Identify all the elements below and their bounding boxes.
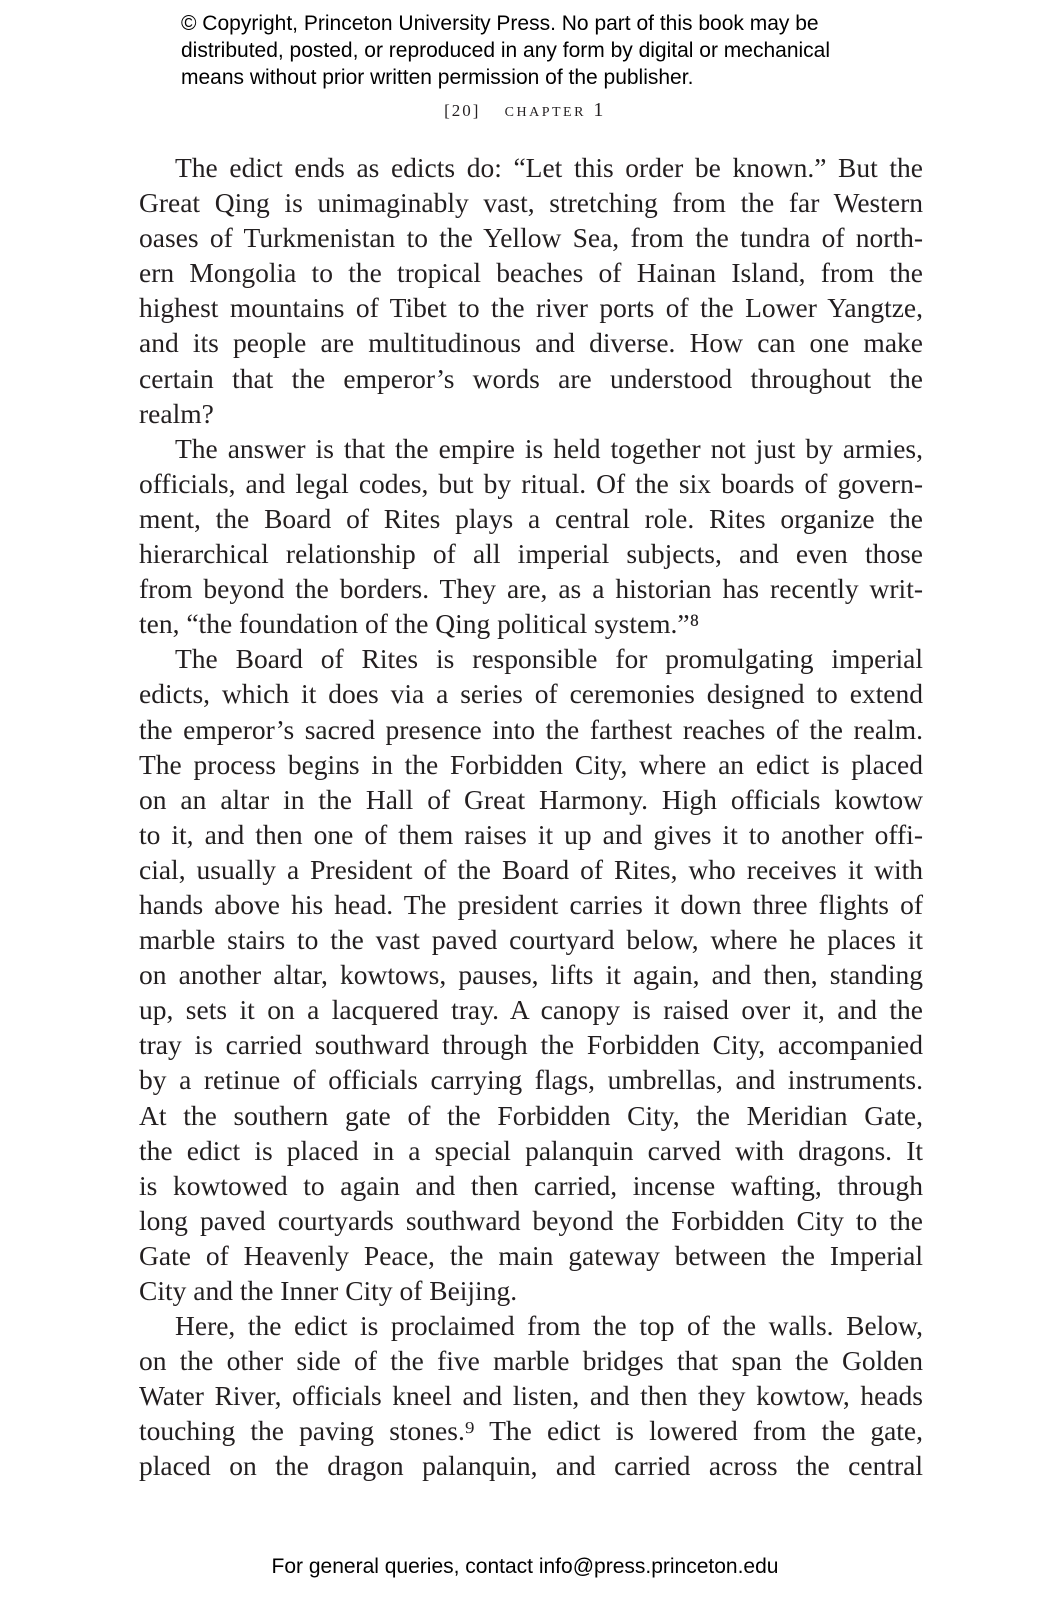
text-line: ment, the Board of Rites plays a central role. Rites organize the xyxy=(139,502,923,534)
text-line: Water River, officials kneel and listen, and then they kowtow, heads xyxy=(139,1380,923,1412)
text-line: certain that the emperor’s words are understood throughout the xyxy=(139,362,923,394)
page-number: [20] xyxy=(444,101,481,120)
text-line: Great Qing is unimaginably vast, stretching from the far Western xyxy=(139,187,923,219)
text-line: touching the paving stones.⁹ The edict is lowered from the gate, xyxy=(139,1415,923,1447)
text-line: up, sets it on a lacquered tray. A canopy is raised over it, and the xyxy=(139,994,923,1026)
text-line: is kowtowed to again and then carried, incense wafting, through xyxy=(139,1169,923,1201)
text-line: edicts, which it does via a series of ceremonies designed to extend xyxy=(139,678,923,710)
text-line: officials, and legal codes, but by ritual. Of the six boards of govern- xyxy=(139,467,923,499)
running-head xyxy=(0,99,1050,122)
text-line: placed on the dragon palanquin, and carried across the central xyxy=(139,1450,923,1482)
chapter-label: chapter 1 xyxy=(504,99,606,121)
text-line: tray is carried southward through the Forbidden City, accompanied xyxy=(139,1029,923,1061)
text-line: realm? xyxy=(139,397,214,429)
text-line: the emperor’s sacred presence into the farthest reaches of the realm. xyxy=(139,713,923,745)
text-line: ten, “the foundation of the Qing political system.”⁸ xyxy=(139,608,700,640)
text-line: The process begins in the Forbidden City, where an edict is placed xyxy=(139,748,923,780)
text-line: on another altar, kowtows, pauses, lifts it again, and then, standing xyxy=(139,959,923,991)
text-line: on the other side of the five marble bridges that span the Golden xyxy=(139,1345,923,1377)
text-line: highest mountains of Tibet to the river ports of the Lower Yangtze, xyxy=(139,292,923,324)
text-line: hierarchical relationship of all imperial subjects, and even those xyxy=(139,538,923,570)
text-line: The Board of Rites is responsible for promulgating imperial xyxy=(175,643,923,675)
text-line: on an altar in the Hall of Great Harmony. High officials kowtow xyxy=(139,783,923,815)
text-line: to it, and then one of them raises it up and gives it to another offi- xyxy=(139,818,923,850)
text-line: marble stairs to the vast paved courtyard below, where he places it xyxy=(139,924,923,956)
text-line: At the southern gate of the Forbidden City, the Meridian Gate, xyxy=(139,1099,923,1131)
text-line: and its people are multitudinous and diverse. How can one make xyxy=(139,327,923,359)
text-line: long paved courtyards southward beyond the Forbidden City to the xyxy=(139,1204,923,1236)
text-line: cial, usually a President of the Board of Rites, who receives it with xyxy=(139,853,923,885)
text-line: The answer is that the empire is held together not just by armies, xyxy=(175,432,923,464)
text-line: The edict ends as edicts do: “Let this order be known.” But the xyxy=(175,152,923,183)
text-line: oases of Turkmenistan to the Yellow Sea, from the tundra of north- xyxy=(139,222,923,254)
text-line: Here, the edict is proclaimed from the top of the walls. Below, xyxy=(175,1310,923,1342)
text-line: City and the Inner City of Beijing. xyxy=(139,1275,518,1306)
copyright-notice xyxy=(181,10,901,91)
text-line: Gate of Heavenly Peace, the main gateway between the Imperial xyxy=(139,1239,923,1271)
footer-contact: For general queries, contact info@press.princeton.edu xyxy=(271,1555,779,1578)
copyright-line: © Copyright, Princeton University Press. No part of this book may be xyxy=(181,12,819,35)
copyright-line: distributed, posted, or reproduced in any form by digital or mechanical xyxy=(181,39,831,62)
text-line: by a retinue of officials carrying flags, umbrellas, and instruments. xyxy=(139,1064,923,1096)
text-line: ern Mongolia to the tropical beaches of Hainan Island, from the xyxy=(139,257,923,289)
body-text xyxy=(139,150,923,1484)
text-line: the edict is placed in a special palanquin carved with dragons. It xyxy=(139,1134,923,1166)
copyright-line: means without prior written permission of the publisher. xyxy=(181,66,694,89)
text-line: from beyond the borders. They are, as a historian has recently writ- xyxy=(139,573,923,605)
text-line: hands above his head. The president carries it down three flights of xyxy=(139,888,923,920)
